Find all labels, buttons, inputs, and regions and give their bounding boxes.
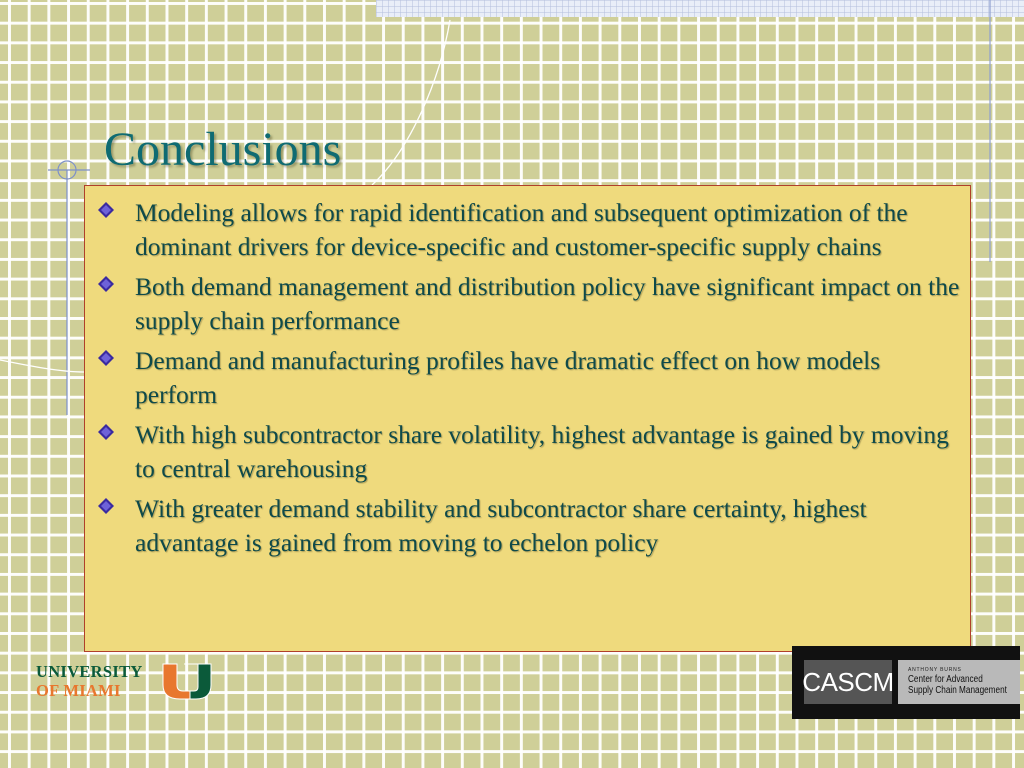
diamond-bullet-icon bbox=[97, 349, 115, 367]
bullet-item bbox=[97, 270, 967, 338]
cascm-small-text: ANTHONY BURNS bbox=[908, 667, 962, 673]
bullet-text: With greater demand stability and subcontractor share certainty, highest advantage is gained from moving to echelon policy bbox=[135, 494, 867, 557]
bullet-item bbox=[97, 196, 967, 264]
cascm-center-line1: Center for Advanced bbox=[908, 674, 983, 685]
bullet-item bbox=[97, 344, 967, 412]
um-logo-line2: OF MIAMI bbox=[36, 681, 121, 700]
top-decorative-strip bbox=[376, 0, 1024, 17]
um-logo-line1: UNIVERSITY bbox=[36, 662, 143, 681]
bullet-text: Modeling allows for rapid identification and subsequent optimization of the dominant drivers for device-specific and customer-specific supply chains bbox=[135, 198, 908, 261]
diamond-bullet-icon bbox=[97, 423, 115, 441]
bullet-text: Both demand management and distribution policy have significant impact on the supply chain performance bbox=[135, 272, 960, 335]
slide-title: Conclusions bbox=[104, 123, 342, 176]
bullet-text: Demand and manufacturing profiles have dramatic effect on how models perform bbox=[135, 346, 881, 409]
bullet-item bbox=[97, 418, 967, 486]
content-box bbox=[84, 185, 971, 652]
cascm-acronym: CASCM bbox=[804, 660, 892, 704]
cascm-center-name bbox=[908, 674, 1007, 696]
cascm-label-panel bbox=[898, 660, 1020, 704]
cascm-logo bbox=[792, 646, 1020, 719]
diamond-bullet-icon bbox=[97, 497, 115, 515]
diamond-bullet-icon bbox=[97, 201, 115, 219]
bullet-list bbox=[97, 196, 967, 566]
diamond-bullet-icon bbox=[97, 275, 115, 293]
u-logo-icon bbox=[160, 661, 214, 701]
bullet-text: With high subcontractor share volatility, highest advantage is gained by moving to central warehousing bbox=[135, 420, 949, 483]
university-of-miami-logo bbox=[36, 661, 216, 703]
bullet-item bbox=[97, 492, 967, 560]
cascm-center-line2: Supply Chain Management bbox=[908, 685, 1007, 696]
